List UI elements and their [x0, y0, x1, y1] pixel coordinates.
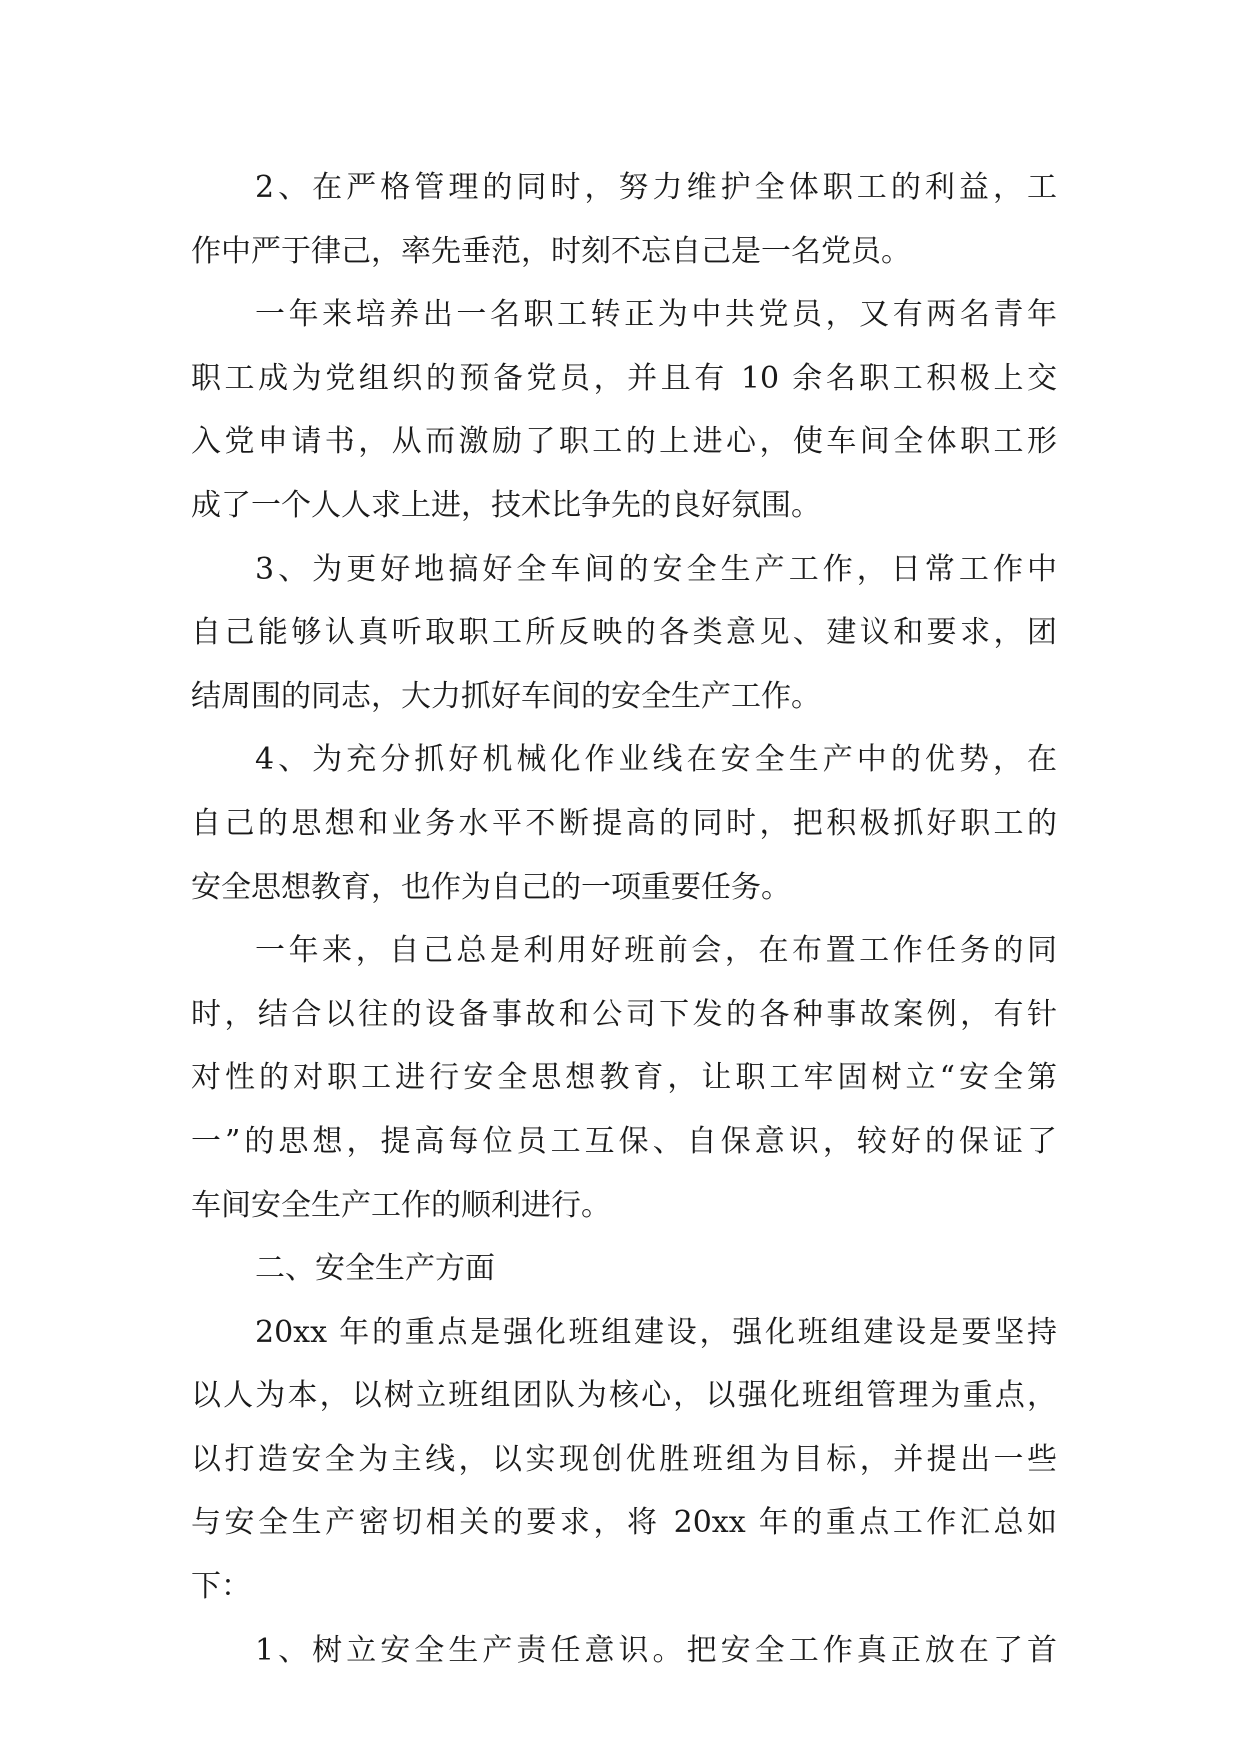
text-line: 时，结合以往的设备事故和公司下发的各种事故案例，有针: [191, 996, 1057, 1032]
text-line: 安全思想教育，也作为自己的一项重要任务。: [191, 869, 791, 905]
text-line: 2、在严格管理的同时，努力维护全体职工的利益，工: [255, 170, 1057, 205]
text-line: 以打造安全为主线，以实现创优胜班组为目标，并提出一些: [191, 1441, 1057, 1477]
text-line: 一年来培养出一名职工转正为中共党员，又有两名青年: [255, 297, 1057, 333]
text-line: 3、为更好地搞好全车间的安全生产工作，日常工作中: [255, 551, 1057, 587]
body-text: [191, 156, 1057, 1682]
text-line: 下：: [191, 1569, 251, 1605]
text-line: 自己的思想和业务水平不断提高的同时，把积极抓好职工的: [191, 805, 1057, 841]
text-line: 成了一个人人求上进，技术比争先的良好氛围。: [191, 487, 821, 523]
text-line: 以人为本，以树立班组团队为核心，以强化班组管理为重点，: [191, 1378, 1057, 1414]
text-line: 作中严于律己，率先垂范，时刻不忘自己是一名党员。: [191, 233, 911, 269]
text-line: 职工成为党组织的预备党员，并且有 10 余名职工积极上交: [191, 360, 1057, 396]
text-line: 一”的思想，提高每位员工互保、自保意识，较好的保证了: [191, 1123, 1057, 1159]
text-line: 与安全生产密切相关的要求，将 20xx 年的重点工作汇总如: [191, 1505, 1057, 1541]
text-line: 对性的对职工进行安全思想教育，让职工牢固树立“安全第: [191, 1060, 1057, 1096]
text-line: 入党申请书，从而激励了职工的上进心，使车间全体职工形: [191, 424, 1057, 460]
text-line: 4、为充分抓好机械化作业线在安全生产中的优势，在: [255, 742, 1057, 778]
text-line: 一年来，自己总是利用好班前会，在布置工作任务的同: [255, 933, 1057, 969]
text-line: 1、树立安全生产责任意识。把安全工作真正放在了首: [255, 1632, 1057, 1668]
text-line: 自己能够认真听取职工所反映的各类意见、建议和要求，团: [191, 615, 1057, 651]
text-line: 结周围的同志，大力抓好车间的安全生产工作。: [191, 678, 821, 714]
text-line: 车间安全生产工作的顺利进行。: [191, 1187, 611, 1223]
section-heading: 二、安全生产方面: [255, 1251, 495, 1287]
text-line: 20xx 年的重点是强化班组建设，强化班组建设是要坚持: [255, 1314, 1057, 1350]
